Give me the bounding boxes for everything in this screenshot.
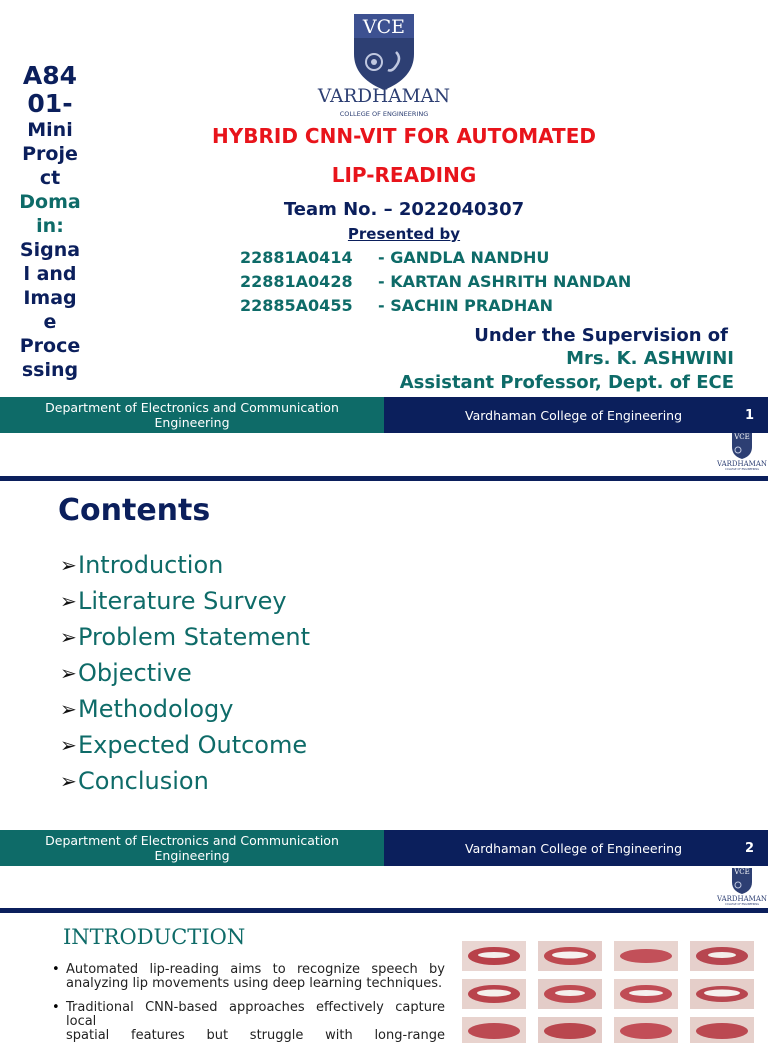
bullet-line: Automated lip-reading aims to recognize speech by [66,962,445,977]
contents-item [60,547,310,583]
team-members [240,248,700,320]
arrow-bullet-icon: ➢ [60,661,77,685]
supervisor-designation: Assistant Professor, Dept. of ECE [399,372,734,393]
bullet-line: spatial features but struggle with long-range [66,1028,445,1043]
small-logo-mark: VCE [734,433,750,441]
bullet-dot-icon: • [52,962,60,977]
small-logo [716,432,768,472]
small-logo-subtitle: COLLEGE OF ENGINEERING [724,903,760,906]
introduction-heading: INTRODUCTION [63,925,246,949]
arrow-bullet-icon: ➢ [60,697,77,721]
project-type [10,118,90,190]
domain-line: in: [36,215,64,237]
sidebar-project-info [10,62,90,382]
member-roll: 22881A0414 [240,248,353,267]
footer-college-block [384,397,768,433]
contents-item [60,727,310,763]
contents-item-label: Expected Outcome [78,731,308,759]
bullet-item [50,1001,445,1043]
contents-item-label: Literature Survey [78,587,287,615]
footer-department: Department of Electronics and Communication Engineering [0,830,384,866]
presented-by-label: Presented by [347,225,461,243]
bullet-dot-icon: • [52,1000,60,1015]
footer-college: Vardhaman College of Engineering [465,407,683,423]
domain-line: Signa [19,239,81,261]
small-logo-subtitle: COLLEGE OF ENGINEERING [724,468,760,471]
slide-footer [0,830,768,866]
arrow-bullet-icon: ➢ [60,769,77,793]
small-logo [716,867,768,907]
bullet-line: Traditional CNN-based approaches effectively capture local [66,1000,445,1029]
project-title-line-2: LIP-READING [331,163,477,187]
slide-3 [0,913,768,1043]
project-type-line: Mini [27,119,73,141]
contents-heading: Contents [58,493,211,528]
contents-item [60,691,310,727]
footer-college-block [384,830,768,866]
member-roll: 22885A0455 [240,296,353,315]
member-roll: 22881A0428 [240,272,353,291]
project-code-line: A84 [22,61,78,90]
slide-footer [0,397,768,433]
project-type-line: Proje [22,143,78,165]
bullet-line: analyzing lip movements using deep learning techniques. [66,976,443,991]
contents-item-label: Problem Statement [78,623,311,651]
small-logo-name: VARDHAMAN [716,460,768,468]
contents-item-label: Methodology [78,695,234,723]
arrow-bullet-icon: ➢ [60,733,77,757]
member-row [240,272,700,296]
lip-image-grid-graphic [460,933,768,1033]
arrow-bullet-icon: ➢ [60,625,77,649]
contents-list [60,547,310,799]
domain-line: l and [23,263,77,285]
bullet-item [50,963,445,991]
domain-line: Proce [19,335,81,357]
contents-item-label: Conclusion [78,767,209,795]
project-code-line: 01- [27,89,73,118]
slide-2 [0,433,768,908]
project-title-line-1: HYBRID CNN-VIT FOR AUTOMATED [212,124,596,148]
project-domain [10,190,90,382]
member-row [240,296,700,320]
supervisor-name: Mrs. K. ASHWINI [566,348,734,369]
project-type-line: ct [39,167,61,189]
arrow-bullet-icon: ➢ [60,553,77,577]
contents-item [60,619,310,655]
domain-line: e [43,311,57,333]
contents-item-label: Objective [78,659,192,687]
contents-item [60,583,310,619]
contents-item [60,655,310,691]
team-number: Team No. – 2022040307 [283,199,525,220]
member-name: - KARTAN ASHRITH NANDAN [378,272,632,291]
slide-1 [0,0,768,434]
arrow-bullet-icon: ➢ [60,589,77,613]
project-code [10,62,90,118]
college-logo [312,10,456,122]
footer-department: Department of Electronics and Communication Engineering [0,397,384,433]
small-logo-name: VARDHAMAN [716,895,768,903]
domain-line: ssing [21,359,79,381]
lip-images-grid [460,933,768,1033]
logo-mark: VCE [362,16,406,38]
domain-line: Imag [23,287,77,309]
logo-name: VARDHAMAN [317,86,451,107]
small-logo-mark: VCE [734,868,750,876]
slide-number: 1 [744,407,754,423]
footer-college: Vardhaman College of Engineering [465,840,683,856]
slide-number: 2 [744,840,754,856]
logo-subtitle: COLLEGE OF ENGINEERING [339,110,429,118]
contents-item-label: Introduction [78,551,224,579]
member-name: - SACHIN PRADHAN [378,296,554,315]
domain-line: Doma [19,191,81,213]
member-name: - GANDLA NANDHU [378,248,550,267]
member-row [240,248,700,272]
supervision-label: Under the Supervision of [474,325,728,346]
contents-item [60,763,310,799]
introduction-bullets [50,963,445,1043]
